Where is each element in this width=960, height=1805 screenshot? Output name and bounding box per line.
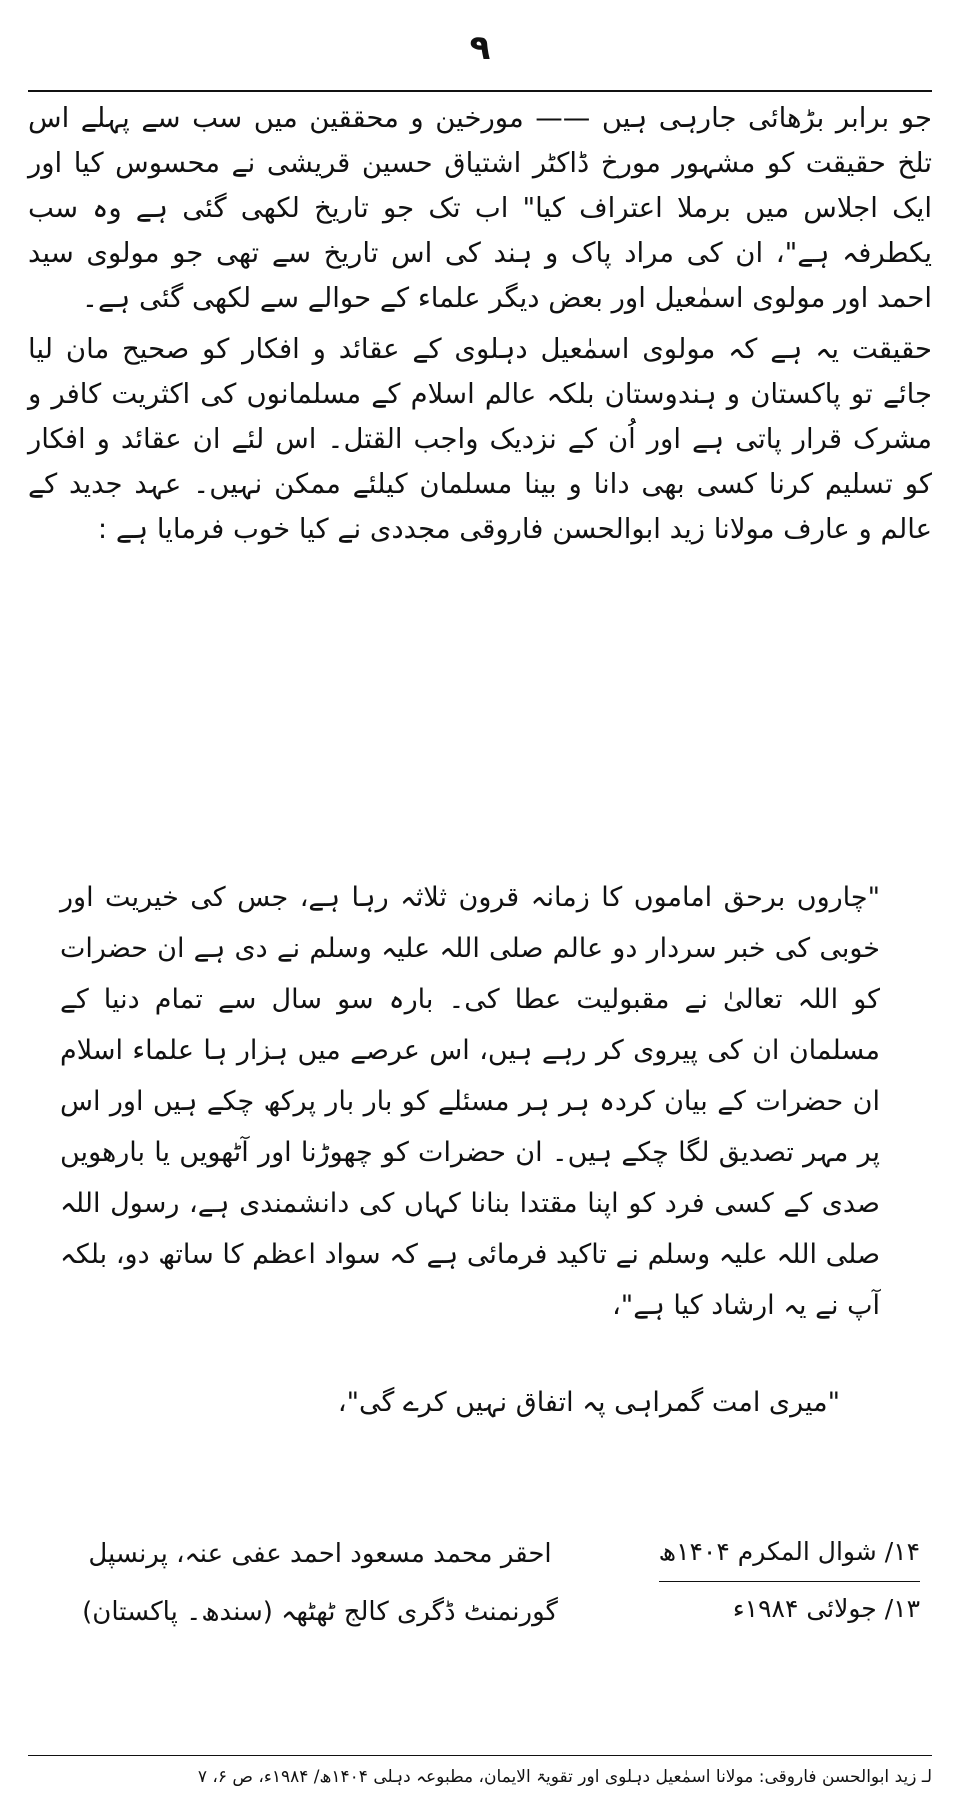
- page-number: ۹: [469, 28, 491, 68]
- footnote-rule: [28, 1755, 932, 1756]
- date-gregorian: ۱۳/ جولائی ۱۹۸۴ء: [732, 1594, 920, 1623]
- signature-dates: [640, 1525, 920, 1636]
- hadith-quote: "میری امت گمراہی پہ اتفاق نہیں کرے گی"،: [337, 1387, 840, 1418]
- paragraph-2: حقیقت یہ ہے کہ مولوی اسمٰعیل دہلوی کے عقائد و افکار کو صحیح مان لیا جائے تو پاکستان و ہندوستان بلکہ عالم اسلام کے مسلمانوں کی اکثریت کافر و مشرک قرار پاتی ہے اور اُن کے نزدیک واجب القتل۔ اس لئے ان عقائد و افکار کو تسلیم کرنا کسی بھی دانا و بینا مسلمان کیلئے ممکن نہیں۔ عہد جدید کے عالم و عارف مولانا زید ابوالحسن فاروقی مجددی نے کیا خوب فرمایا ہے :: [28, 333, 932, 545]
- signature-college: گورنمنٹ ڈگری کالج ٹھٹھہ (سندھ۔ پاکستان): [82, 1597, 558, 1627]
- signature-block: [60, 1525, 580, 1641]
- body-text: [28, 96, 932, 552]
- footnote: لـ زید ابوالحسن فاروقی: مولانا اسمٰعیل دہلوی اور تقویۃ الایمان، مطبوعہ دہلی ۱۴۰۴ھ/ ۱۹۸۴ء، ص ۶، ۷: [197, 1767, 932, 1787]
- quote-text: "چاروں برحق اماموں کا زمانہ قرون ثلاثہ رہا ہے، جس کی خیریت اور خوبی کی خبر سردار دو عالم صلی اللہ علیہ وسلم نے دی ہے ان حضرات کو اللہ تعالیٰ نے مقبولیت عطا کی۔ بارہ سو سال سے تمام دنیا کے مسلمان ان کی پیروی کر رہے ہیں، اس عرصے میں ہزار ہا علماء اسلام ان حضرات کے بیان کردہ ہر ہر مسئلے کو بار بار پرکھ چکے ہیں اور اس پر مہر تصدیق لگا چکے ہیں۔ ان حضرات کو چھوڑنا اور آٹھویں یا بارھویں صدی کے کسی فرد کو اپنا مقتدا بنانا کہاں کی دانشمندی ہے، رسول اللہ صلی اللہ علیہ وسلم نے تاکید فرمائی ہے کہ سواد اعظم کا ساتھ دو، بلکہ آپ نے یہ ارشاد کیا ہے"،: [60, 882, 880, 1321]
- block-quote: [60, 872, 880, 1331]
- signature-name: احقر محمد مسعود احمد عفی عنہ، پرنسپل: [88, 1539, 552, 1569]
- header-rule: [28, 90, 932, 92]
- date-hijri: ۱۴/ شوال المکرم ۱۴۰۴ھ: [659, 1525, 920, 1582]
- paragraph-1: جو برابر بڑھائی جارہی ہیں —— مورخین و محققین میں سب سے پہلے اس تلخ حقیقت کو مشہور مورخ ڈاکٹر اشتیاق حسین قریشی نے محسوس کیا اور ایک اجلاس میں برملا اعتراف کیا" اب تک جو تاریخ لکھی گئی ہے وہ سب یکطرفہ ہے"، ان کی مراد پاک و ہند کی اس تاریخ سے تھی جو مولوی سید احمد اور مولوی اسمٰعیل اور بعض دیگر علماء کے حوالے سے لکھی گئی ہے۔: [28, 102, 932, 314]
